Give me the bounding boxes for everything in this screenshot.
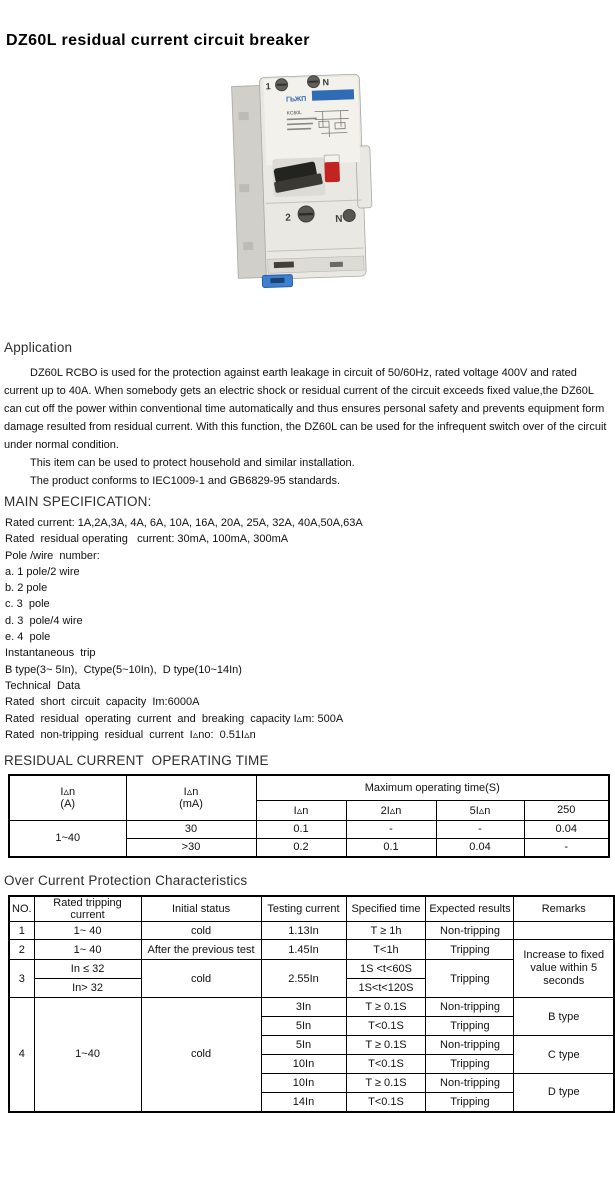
residual-current-table [8, 774, 610, 858]
side-notch [239, 184, 249, 192]
table-cell: - [436, 820, 524, 838]
table-cell: 1.13In [261, 922, 346, 940]
spec-line: Rated short circuit capacity Im:6000A [5, 696, 200, 709]
table-cell: In> 32 [34, 979, 141, 998]
table-cell: 1S<t<120S [346, 979, 426, 998]
table-header-cell: Rated tripping current [34, 896, 141, 922]
table-cell: Non-tripping [426, 1074, 514, 1093]
table-cell: Non-tripping [426, 1036, 514, 1055]
bottom-slot [330, 262, 343, 267]
page-title: DZ60L residual current circuit breaker [6, 32, 310, 49]
header-line: I▵n [60, 785, 76, 798]
terminal-label: N [322, 77, 330, 88]
screw-slot-icon [299, 213, 313, 216]
side-notch [243, 242, 253, 250]
table-cell: 4 [9, 998, 34, 1112]
table-header-cell: Specified time [346, 896, 426, 922]
table-header-cell: Maximum operating time(S) [256, 775, 609, 800]
side-notch [239, 112, 249, 120]
spec-line: Rated non-tripping residual current I▵no: 0.51I▵n [5, 728, 256, 741]
table-cell: - [524, 838, 609, 857]
section-heading-residual-time: RESIDUAL CURRENT OPERATING TIME [4, 753, 269, 769]
table-cell: 1~ 40 [34, 940, 141, 960]
table-cell: T<0.1S [346, 1093, 426, 1112]
table-cell: Tripping [426, 1017, 514, 1036]
spec-line: Instantaneous trip [5, 647, 96, 660]
table-header-cell: Expected results [426, 896, 514, 922]
spec-line: Rated residual operating current: 30mA, 100mA, 300mA [5, 533, 289, 546]
table-cell: C type [514, 1036, 614, 1074]
spec-line: Rated current: 1A,2A,3A, 4A, 6A, 10A, 16A, 20A, 25A, 32A, 40A,50A,63A [5, 517, 363, 529]
table-cell: cold [141, 960, 261, 998]
spec-line: Pole /wire number: [5, 549, 100, 562]
table-cell: 0.1 [346, 838, 436, 857]
table-cell: Increase to fixed value within 5 seconds [514, 940, 614, 998]
table-header-cell: 250 [524, 800, 609, 820]
spec-line: a. 1 pole/2 wire [5, 565, 80, 578]
spec-line: c. 3 pole [5, 598, 50, 611]
table-cell: 0.04 [524, 820, 609, 838]
table-row [9, 820, 609, 838]
application-paragraph-1: DZ60L RCBO is used for the protection against earth leakage in circuit of 50/60Hz, rated voltage 400V and rated current up to 40A. When somebody gets an electric shock or residual current of the circuit exceeds fixed value,the DZ60L can cut off the power within conventional time automatically and thus ensures personal safety and prevents equipment form damage resulted from residual current. With this function, the DZ60L can be used for the infrequent switch over of the circuit under normal condition. [4, 367, 607, 451]
table-cell: - [346, 820, 436, 838]
table-cell: After the previous test [141, 940, 261, 960]
table-cell: cold [141, 922, 261, 940]
table-cell: 0.1 [256, 820, 346, 838]
table-cell: Tripping [426, 960, 514, 998]
table-row [9, 922, 614, 940]
table-cell: 14In [261, 1093, 346, 1112]
table-cell: 10In [261, 1074, 346, 1093]
table-cell: Non-tripping [426, 998, 514, 1017]
table-cell: 1.45In [261, 940, 346, 960]
table-cell: 1~40 [9, 820, 126, 857]
table-cell: T<1h [346, 940, 426, 960]
terminal-screw-icon [343, 209, 355, 221]
table-cell: D type [514, 1074, 614, 1112]
terminal-label: 2 [285, 212, 292, 224]
section-heading-overcurrent: Over Current Protection Characteristics [4, 873, 248, 889]
spec-line: Technical Data [5, 679, 81, 692]
terminal-label: N [335, 213, 343, 225]
header-line: I▵n [183, 785, 199, 798]
blue-band [312, 89, 354, 100]
table-cell: 5In [261, 1036, 346, 1055]
table-cell: 1~ 40 [34, 922, 141, 940]
terminal-label: 1 [265, 81, 271, 92]
application-paragraph-3: The product conforms to IEC1009-1 and GB6829-95 standards. [30, 475, 341, 487]
spec-line: e. 4 pole [5, 631, 51, 644]
table-cell: 1 [9, 922, 34, 940]
table-cell: T<0.1S [346, 1055, 426, 1074]
table-cell: 5In [261, 1017, 346, 1036]
spec-line: b. 2 pole [5, 582, 48, 595]
header-line: (mA) [179, 797, 203, 810]
breaker-photo [205, 62, 410, 297]
table-cell: cold [141, 998, 261, 1112]
table-cell: Tripping [426, 1093, 514, 1112]
table-cell: >30 [126, 838, 256, 857]
table-cell: B type [514, 998, 614, 1036]
test-button-icon [324, 162, 340, 183]
table-cell: T ≥ 0.1S [346, 1036, 426, 1055]
model-label: KC60L [286, 110, 302, 117]
table-cell: 30 [126, 820, 256, 838]
table-header-cell: 5I▵n [436, 800, 524, 820]
table-header-cell: I▵n [256, 800, 346, 820]
brand-logo: ГЬЖП [286, 95, 307, 104]
table-cell: Tripping [426, 1055, 514, 1074]
table-cell: Non-tripping [426, 922, 514, 940]
spec-line: Rated residual operating current and breaking capacity I▵m: 500A [5, 712, 344, 725]
table-header-cell: Remarks [514, 896, 614, 922]
product-photo [205, 62, 410, 302]
table-cell: In ≤ 32 [34, 960, 141, 979]
table-header-cell: Initial status [141, 896, 261, 922]
section-heading-application: Application [4, 340, 73, 355]
bottom-slot [274, 261, 294, 268]
application-paragraph-2: This item can be used to protect household and similar installation. [30, 457, 355, 469]
table-header-cell: NO. [9, 896, 34, 922]
table-cell: 0.04 [436, 838, 524, 857]
table-cell: 1~40 [34, 998, 141, 1112]
specification-list [5, 515, 615, 743]
din-clip-notch [270, 278, 284, 283]
table-cell: T ≥ 0.1S [346, 998, 426, 1017]
table-header-cell: 2I▵n [346, 800, 436, 820]
table-cell: 0.2 [256, 838, 346, 857]
table-cell: Tripping [426, 940, 514, 960]
table-header-cell [9, 775, 126, 820]
table-cell: 2 [9, 940, 34, 960]
table-header-cell [126, 775, 256, 820]
table-cell: T ≥ 0.1S [346, 1074, 426, 1093]
section-heading-main-specification: MAIN SPECIFICATION: [4, 494, 152, 509]
table-cell: T ≥ 1h [346, 922, 426, 940]
table-row [9, 940, 614, 960]
screw-slot-icon [308, 80, 318, 82]
spec-line: d. 3 pole/4 wire [5, 614, 83, 627]
screw-slot-icon [277, 84, 287, 86]
table-cell: 1S <t<60S [346, 960, 426, 979]
table-cell: T<0.1S [346, 1017, 426, 1036]
table-header-cell: Testing current [261, 896, 346, 922]
table-cell [514, 922, 614, 940]
table-cell: 2.55In [261, 960, 346, 998]
header-line: (A) [60, 797, 76, 810]
table-cell: 3In [261, 998, 346, 1017]
overcurrent-table [8, 895, 615, 1113]
table-row [9, 998, 614, 1017]
table-cell: 10In [261, 1055, 346, 1074]
spec-line: B type(3~ 5In), Ctype(5~10In), D type(10~14In) [5, 663, 242, 676]
table-cell: 3 [9, 960, 34, 998]
